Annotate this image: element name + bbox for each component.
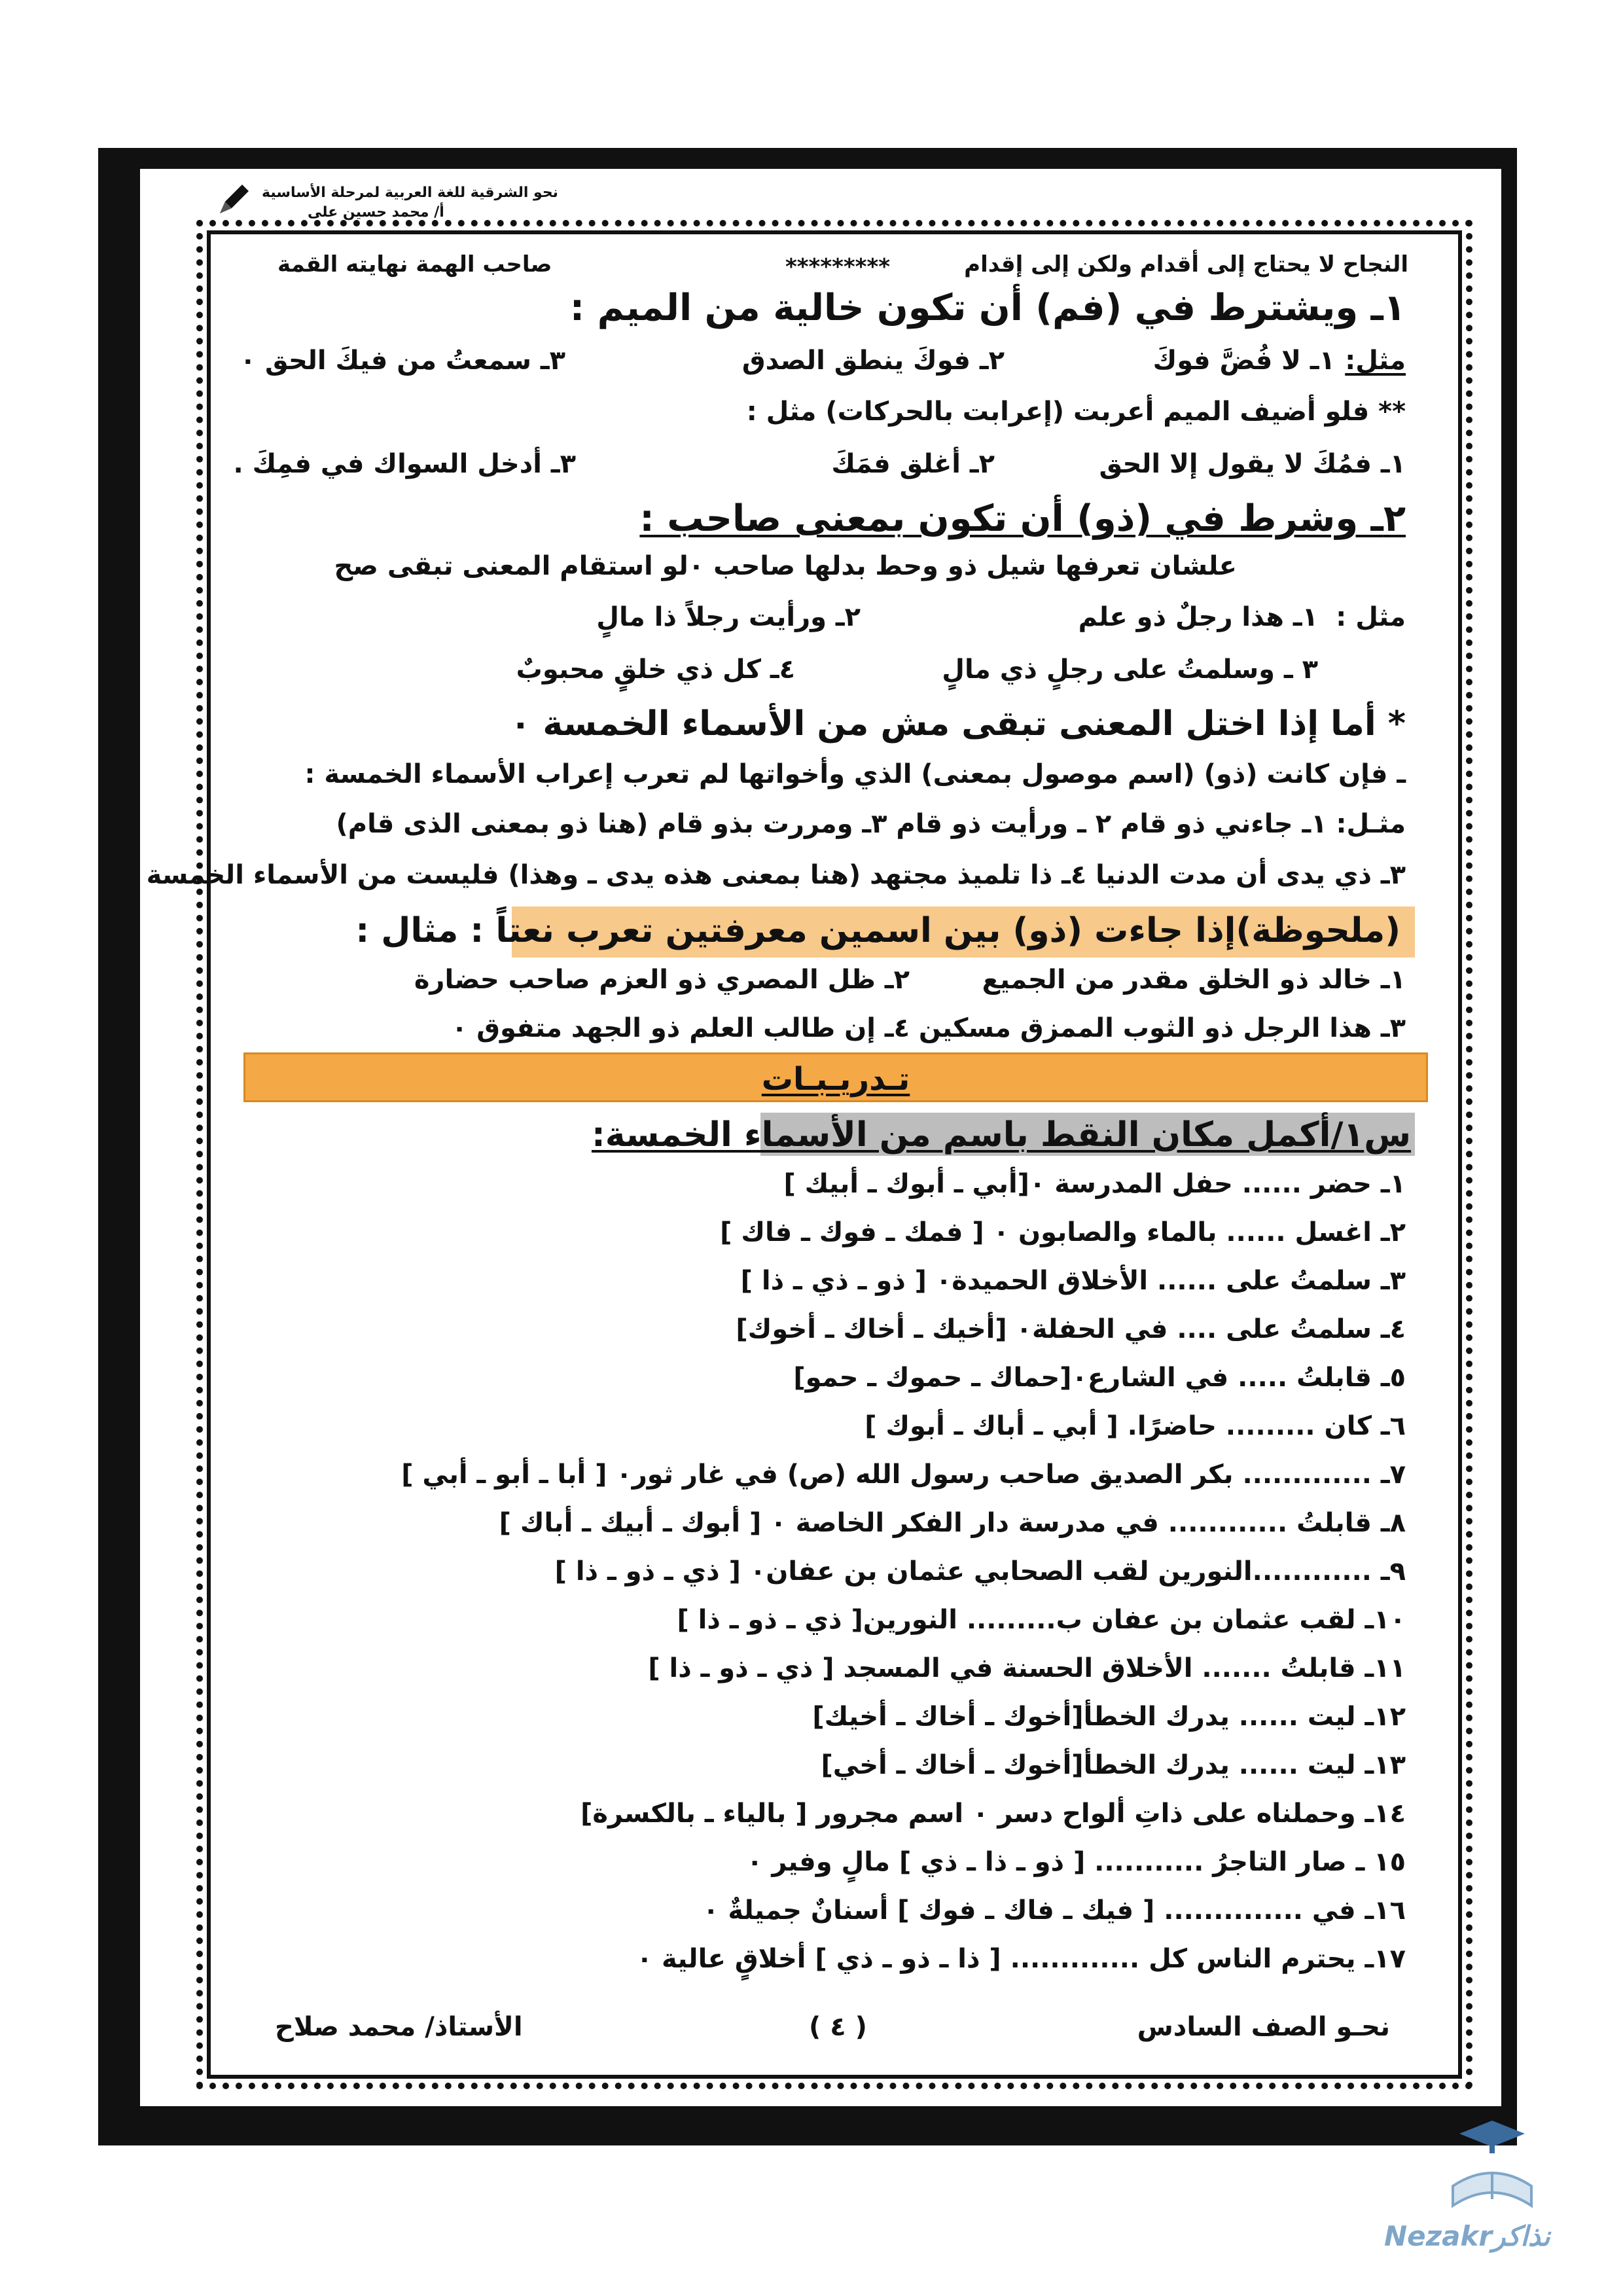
footer-subject: نحـو الصف السادس bbox=[1137, 2012, 1390, 2042]
s2-e2: ٢ـ ورأيت رجلاً ذا مالٍ bbox=[596, 602, 861, 632]
exercise-item: ١ـ حضر ...... حفل المدرسة ٠[أبي ـ أبوك ـ أبيك ] bbox=[783, 1169, 1406, 1199]
s1-example-label: مثل: bbox=[1345, 346, 1406, 376]
s2-e1: ١ـ هذا رجلٌ ذو علم bbox=[1078, 602, 1318, 632]
s2-demonstrative-examples: ٣ـ ذي يدى أن مدت الدنيا ٤ـ ذا تلميذ مجتهد (هنا بمعنى هذه يدى ـ وهذا) فليست من الأسماء الخمسة bbox=[146, 860, 1406, 890]
note-ex4: ٤ـ إن طالب العلم ذو الجهد متفوق ٠ bbox=[451, 1013, 910, 1043]
question1-title: س١/أكمل مكان النقط باسم من الأسماء الخمسة: bbox=[591, 1115, 1411, 1155]
s2-explain: علشان تعرفها شيل ذو وحط بدلها صاحب ٠لو استقام المعنى تبقى صح bbox=[334, 551, 1237, 581]
exercise-item: ٨ـ قابلتُ ............ في مدرسة دار الفكر الخاصة ٠ [ أبوك ـ أبيك ـ أباك ] bbox=[499, 1508, 1406, 1538]
s1-ex1: ١ـ لا فُضَّ فوكَ bbox=[1152, 346, 1335, 376]
exercise-item: ٧ـ ............. بكر الصديق صاحب رسول الله (ص) في غار ثور٠ [ أبا ـ أبو ـ أبي ] bbox=[401, 1460, 1406, 1490]
s1-ex3: ٣ـ سمعتُ من فيكَ الحق ٠ bbox=[240, 346, 565, 376]
section1-title: ١ـ ويشترط في (فم) أن تكون خالية من الميم : bbox=[569, 287, 1406, 329]
section2-title: ٢ـ وشرط في (ذو) أن تكون بمعنى صاحب : bbox=[639, 497, 1406, 540]
s1-n1: ١ـ فمُكَ لا يقول إلا الحق bbox=[1099, 449, 1406, 479]
logo-line1: نحو الشرقية للغة العربية لمرحلة الأساسية bbox=[262, 185, 558, 201]
exercise-item: ١٦ـ في .............. [ فيك ـ فاك ـ فوك ] أسنانٌ جميلةٌ ٠ bbox=[703, 1895, 1406, 1926]
watermark-text: Nezakrنذاكر bbox=[1384, 2220, 1550, 2252]
footer-teacher: الأستاذ/ محمد صلاح bbox=[275, 2012, 523, 2042]
motto: النجاح لا يحتاج إلى أقدام ولكن إلى إقدام bbox=[964, 251, 1408, 278]
exercise-item: ٩ـ ............النورين لقب الصحابي عثمان بن عفان٠ [ ذي ـ ذو ـ ذا ] bbox=[554, 1556, 1406, 1587]
exercise-item: ٦ـ كان ......... حاضرًا. [ أبي ـ أباك ـ أبوك ] bbox=[865, 1411, 1406, 1441]
s1-n2: ٢ـ أغلق فمَكَ bbox=[831, 449, 995, 479]
exercise-item: ١٤ـ وحملناه على ذاتِ ألواح دسر ٠ اسم مجرور [ بالياء ـ بالكسرة] bbox=[580, 1799, 1406, 1829]
exercise-item: ١٠ـ لقب عثمان بن عفان ب......... النورين[ ذي ـ ذو ـ ذا ] bbox=[677, 1605, 1406, 1635]
s2-warning: * أما إذا اختل المعنى تبقى مش من الأسماء الخمسة ٠ bbox=[510, 704, 1406, 744]
exercises-banner bbox=[243, 1052, 1428, 1102]
s2-relative-examples: مثـل: ١ـ جاءني ذو قام ٢ ـ ورأيت ذو قام ٣ـ ومررت بذو قام (هنا ذو بمعنى الذى قام) bbox=[336, 809, 1406, 839]
note-title: (ملحوظة)إذا جاءت (ذو) بين اسمين معرفتين تعرب نعتاً : مثال : bbox=[355, 911, 1400, 950]
exercises-banner-label: تـدريـبـات bbox=[761, 1061, 910, 1098]
s1-ex2: ٢ـ فوكَ ينطق الصدق bbox=[741, 346, 1005, 376]
exercise-item: ٤ـ سلمتُ على .... في الحفلة٠ [أخيك ـ أخاك ـ أخوك] bbox=[736, 1314, 1406, 1344]
note-ex2: ٢ـ ظل المصري ذو العزم صاحب حضارة bbox=[414, 965, 910, 995]
note-ex1: ١ـ خالد ذو الخلق مقدر من الجميع bbox=[982, 965, 1406, 995]
exercise-item: ١٥ ـ صار التاجرُ ........... [ ذو ـ ذا ـ ذي ] مالٍ وفير ٠ bbox=[747, 1847, 1406, 1877]
exercise-item: ١٧ـ يحترم الناس كل ............. [ ذا ـ ذو ـ ذي ] أخلاقٍ عالية ٠ bbox=[636, 1944, 1406, 1974]
slogan: صاحب الهمة نهايته القمة bbox=[277, 251, 552, 278]
exercise-item: ١٣ـ ليت ...... يدرك الخطأ[أخوك ـ أخاك ـ أخي] bbox=[821, 1750, 1406, 1780]
exercise-item: ١١ـ قابلتُ ....... الأخلاق الحسنة في المسجد [ ذي ـ ذو ـ ذا ] bbox=[648, 1653, 1406, 1683]
s2-relative: ـ فإن كانت (ذو) (اسم موصول بمعنى) الذي وأخواتها لم تعرب إعراب الأسماء الخمسة : bbox=[304, 759, 1406, 789]
pen-icon bbox=[216, 182, 251, 217]
exercise-item: ٣ـ سلمتُ على ...... الأخلاق الحميدة٠ [ ذو ـ ذي ـ ذا ] bbox=[740, 1266, 1406, 1296]
exercise-item: ١٢ـ ليت ...... يدرك الخطأ[أخوك ـ أخاك ـ أخيك] bbox=[812, 1702, 1406, 1732]
s1-n3: ٣ـ أدخل السواك في فمِكَ . bbox=[233, 449, 576, 479]
stars: ********* bbox=[785, 254, 891, 280]
s2-e3: ٣ ـ وسلمتُ على رجلٍ ذي مالٍ bbox=[942, 655, 1318, 685]
note-ex3: ٣ـ هذا الرجل ذو الثوب الممزق مسكين bbox=[918, 1013, 1406, 1043]
s2-e4: ٤ـ كل ذي خلقٍ محبوبٌ bbox=[516, 655, 795, 685]
footer-page-number: ( ٤ ) bbox=[809, 2012, 867, 2042]
s1-note: ** فلو أضيف الميم أعربت (إعرابت بالحركات) مثل : bbox=[746, 397, 1406, 427]
exercise-item: ٥ـ قابلتُ ..... في الشارع٠[حماك ـ حموك ـ حمو] bbox=[793, 1363, 1406, 1393]
exercise-item: ٢ـ اغسل ...... بالماء والصابون ٠ [ فمك ـ فوك ـ فاك ] bbox=[720, 1217, 1406, 1247]
logo-line2: أ/ محمد حسين على bbox=[308, 204, 444, 221]
s2-example-label: مثل : bbox=[1336, 602, 1406, 632]
